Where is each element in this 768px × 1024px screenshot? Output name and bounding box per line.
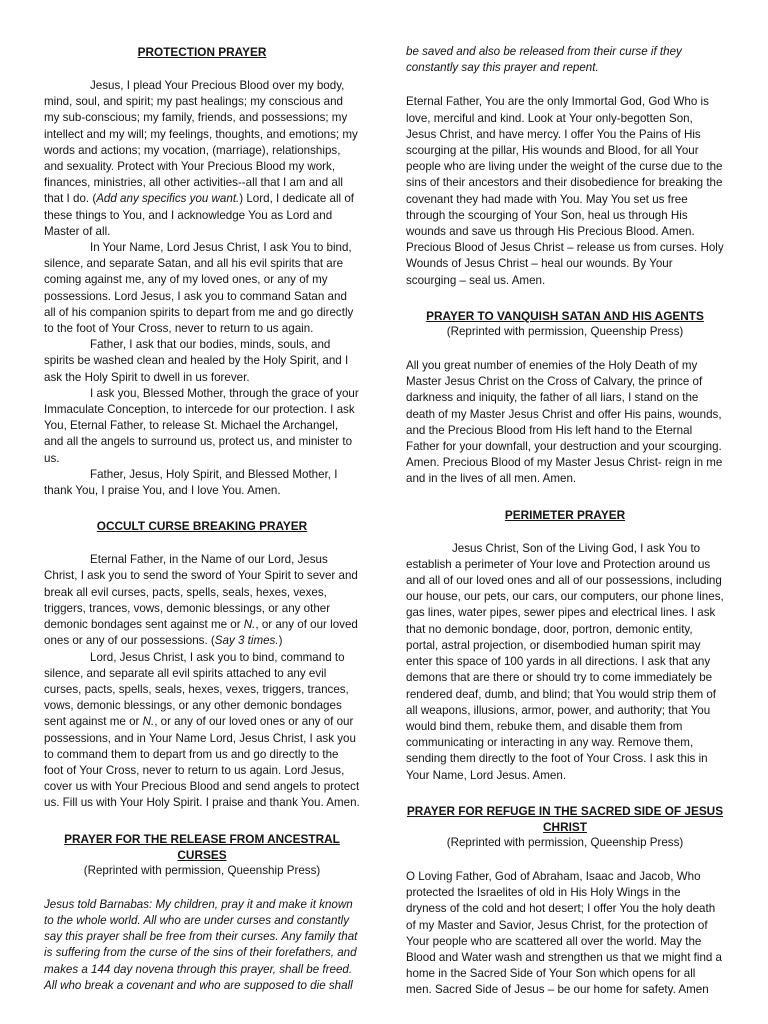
occult-paragraph-1: Eternal Father, in the Name of our Lord, Jesus Christ, I ask you to send the sword of Your Spirit to sever and break all evil curses, pacts, spells, seals, hexes, vexes, triggers, trances, vows, demonic blessings, or any other demonic bondages sent against me or N., or any of our loved ones or any of our possessions. (Say 3 times.)	[44, 553, 358, 648]
protection-paragraph-2: In Your Name, Lord Jesus Christ, I ask You to bind, silence, and separate Satan, and all his evil spirits that are coming against me, any of my loved ones, or any of my possessions. Lord Jesus, I ask you to command Satan and all of his companion spirits to depart from me and go directly to the foot of Your Cross, never to return to us again.	[44, 241, 354, 336]
left-column	[44, 44, 360, 994]
refuge-reprint-note: (Reprinted with permission, Queenship Press)	[446, 835, 684, 849]
occult-paragraph-2: Lord, Jesus Christ, I ask you to bind, command to silence, and separate all evil spirits attached to any evil curses, pacts, spells, seals, hexes, vexes, triggers, trances, vows, demonic blessings, or any other demonic bondages sent against me or N., or any of our loved ones or any of our possessions, and in Your Name Lord, Jesus Christ, I ask you to command them to depart from us and go directly to the foot of Your Cross, never to return to us again. Lord Jesus, cover us with Your Precious Blood and send angels to protect us. Fill us with Your Holy Spirit. I praise and thank You. Amen.	[44, 650, 360, 810]
perimeter-prayer-body: Jesus Christ, Son of the Living God, I ask You to establish a perimeter of Your love and Protection around us and all of our loved ones and all of our possessions, including our house, our pets, our cars, our computers, our phone lines, gas lines, water pipes, sewer pipes and electrical lines. I ask that no demonic bondage, door, portron, demonic entity, portal, astral projection, or disembodied human spirit may enter this space of 100 yards in all directions. I ask that any demons that are there or should try to come immediately be rendered deaf, dumb, and blind; that You would strip them of all weapons, illusions, armor, power, and authority; that You would bind them, rebuke them, and disable them from communicating or interacting in any way. Remove them, sending them directly to the foot of Your Cross. I ask this in Your Name, Lord Jesus. Amen.	[406, 541, 724, 782]
ancestral-intro-italic: Jesus told Barnabas: My children, pray it and make it known to the whole world. All who are under curses and constantly say this prayer shall be free from their curses. Any family that is suffering from the curse of the sins of their forefathers, and makes a 144 day novena through this prayer, shall be freed. All who break a covenant and who are supposed to die shall	[44, 897, 358, 992]
ancestral-prayer-title: PRAYER FOR THE RELEASE FROM ANCESTRAL CURSES	[64, 831, 340, 862]
vanquish-prayer-body: All you great number of enemies of the Holy Death of my Master Jesus Christ on the Cross of Calvary, the prince of darkness and iniquity, the father of all liars, I stand on the death of my Master Jesus Christ and offer His pains, wounds, and the Precious Blood from His left hand to the Eternal Father for your downfall, your destruction and your scourging. Amen. Precious Blood of my Master Jesus Christ- reign in me and in the lives of all men. Amen.	[406, 359, 723, 486]
vanquish-reprint-note: (Reprinted with permission, Queenship Press)	[446, 324, 684, 338]
protection-paragraph-3: Father, I ask that our bodies, minds, souls, and spirits be washed clean and healed by the Holy Spirit, and I ask the Holy Spirit to dwell in us forever.	[44, 338, 349, 384]
perimeter-prayer-title: PERIMETER PRAYER	[504, 507, 626, 522]
ancestral-intro-italic-continued: be saved and also be released from their curse if they constantly say this prayer and repent.	[406, 45, 682, 75]
occult-prayer-title: OCCULT CURSE BREAKING PRAYER	[96, 519, 308, 534]
refuge-prayer-title: PRAYER FOR REFUGE IN THE SACRED SIDE OF JESUS CHRIST	[406, 803, 724, 834]
ancestral-reprint-note: (Reprinted with permission, Queenship Press)	[83, 863, 321, 877]
refuge-prayer-body: O Loving Father, God of Abraham, Isaac and Jacob, Who protected the Israelites of old in His Holy Wings in the dryness of the cold and hot desert; I offer You the holy death of my Master and Savior, Jesus Christ, for the protection of Your people who are scattered all over the world. May the Blood and Water wash and strengthen us that we might find a home in the Sacred Side of Your Son which opens for all men. Sacred Side of Jesus – be our home for safety. Amen	[406, 869, 723, 997]
ancestral-prayer-body: Eternal Father, You are the only Immortal God, God Who is love, merciful and kind. Look at Your only-begotten Son, Jesus Christ, and have mercy. I offer You the Pains of His scourging at the pillar, His wounds and Blood, for all Your people who are living under the weight of the curse due to the sins of their ancestors and their disobedience for breaking the covenant they had made with You. May You set us free through the scourging of Your Son, heal us through His wounds and save us through His Precious Blood. Amen. Precious Blood of Jesus Christ – release us from curses. Holy Wounds of Jesus Christ – heal our wounds. By Your scourging – seal us. Amen.	[406, 95, 724, 287]
protection-paragraph-1: Jesus, I plead Your Precious Blood over my body, mind, soul, and spirit; my past healings; my conscious and my sub-conscious; my family, friends, and possessions; my intellect and my will; my feelings, thoughts, and emotions; my words and actions; my vocation, (marriage), relationships, and sexuality. Protect with Your Precious Blood my work, finances, ministries, all other activities--all that I am and all that I do. (Add any specifics you want.) Lord, I dedicate all of these things to You, and I acknowledge You as Lord and Master of all.	[44, 79, 358, 238]
vanquish-prayer-title: PRAYER TO VANQUISH SATAN AND HIS AGENTS	[426, 308, 704, 323]
protection-paragraph-4: I ask you, Blessed Mother, through the grace of your Immaculate Conception, to intercede for our protection. I ask You, Eternal Father, to release St. Michael the Archangel, and all the angels to surround us, protect us, and minister to us.	[44, 386, 359, 465]
protection-prayer-title: PROTECTION PRAYER	[137, 45, 267, 59]
protection-paragraph-5: Father, Jesus, Holy Spirit, and Blessed Mother, I thank You, I praise You, and I love You. Amen.	[44, 467, 338, 498]
right-column	[406, 44, 724, 999]
